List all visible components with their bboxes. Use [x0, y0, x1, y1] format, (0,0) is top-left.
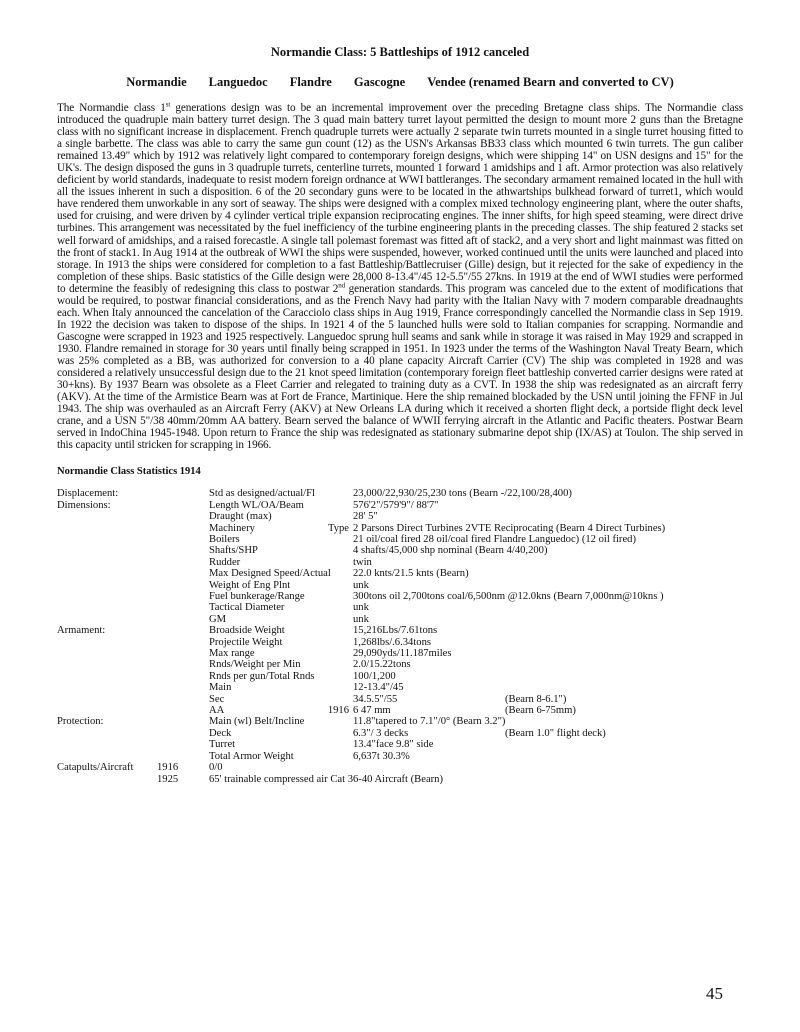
stats-label-group — [209, 671, 353, 682]
stats-label — [209, 762, 353, 773]
ship-name: Gascogne — [353, 75, 406, 89]
stats-table — [57, 488, 743, 785]
ship-name: Languedoc — [208, 75, 268, 89]
stats-value-group — [353, 625, 743, 636]
stats-year: 1916 — [157, 762, 179, 774]
stats-value-text: 2 Parsons Direct Turbines 2VTE Reciprocating (Bearn 4 Direct Turbines) — [353, 522, 666, 534]
stats-value-group — [353, 500, 743, 511]
stats-value-text: twin — [353, 556, 372, 568]
stats-label-text: 65' trainable compressed air Cat 36-40 Aircraft (Bearn) — [209, 773, 443, 785]
stats-value-text: 6 47 mm — [353, 705, 391, 717]
stats-value — [353, 671, 743, 682]
stats-label-text: Length WL/OA/Beam — [209, 499, 304, 511]
stats-row — [57, 739, 743, 750]
stats-value — [353, 488, 743, 499]
stats-label-group — [209, 716, 353, 727]
stats-row — [57, 602, 743, 613]
stats-value-group — [353, 534, 743, 545]
stats-value-group — [353, 523, 743, 534]
stats-label-text: Projectile Weight — [209, 636, 283, 648]
stats-value-text: 6,637t 30.3% — [353, 750, 410, 762]
stats-label — [209, 694, 353, 705]
stats-label-group — [209, 500, 353, 511]
stats-year — [157, 671, 209, 682]
stats-row — [57, 728, 743, 739]
stats-category — [57, 523, 157, 534]
stats-value-group — [353, 511, 743, 522]
stats-label-group — [209, 602, 353, 613]
stats-value — [353, 637, 743, 648]
stats-label — [209, 637, 353, 648]
stats-year — [157, 534, 209, 545]
stats-value — [353, 602, 743, 613]
stats-row — [57, 682, 743, 693]
stats-value-group — [353, 637, 743, 648]
stats-value-group — [353, 751, 743, 762]
stats-label-group — [209, 694, 353, 705]
stats-label — [209, 728, 353, 739]
stats-value-text: 23,000/22,930/25,230 tons (Bearn -/22,100/28,400) — [353, 488, 572, 500]
stats-year — [157, 614, 209, 625]
stats-label-text: Total Armor Weight — [209, 750, 294, 762]
stats-value-text: unk — [353, 579, 369, 591]
stats-value-group — [353, 694, 743, 705]
stats-value-note: (Bearn 6-75mm) — [505, 705, 576, 717]
stats-label — [209, 751, 353, 762]
stats-label-text: Sec — [209, 693, 225, 705]
stats-value-text: 6.3"/ 3 decks — [353, 727, 409, 739]
stats-label-text: Deck — [209, 727, 232, 739]
stats-value — [353, 648, 743, 659]
stats-label-text: Rudder — [209, 556, 241, 568]
body-paragraph — [57, 102, 743, 451]
stats-year — [157, 602, 209, 613]
stats-category — [57, 580, 157, 591]
stats-label-text: AA — [209, 705, 225, 717]
stats-label-extra: 1916 — [327, 705, 349, 717]
stats-label-text: Shafts/SHP — [209, 545, 258, 557]
stats-row — [57, 545, 743, 556]
stats-category — [57, 534, 157, 545]
stats-year — [157, 694, 209, 705]
stats-category: Protection: — [57, 716, 104, 728]
stats-label-text: Max range — [209, 648, 255, 660]
stats-value-note: (Bearn 8-6.1") — [505, 693, 567, 705]
stats-value — [353, 580, 743, 591]
stats-label-group — [209, 739, 353, 750]
stats-category — [57, 648, 157, 659]
stats-label-group — [209, 637, 353, 648]
stats-value — [353, 728, 743, 739]
stats-year — [157, 705, 209, 716]
stats-label-group — [209, 557, 353, 568]
stats-label-text: Main (wl) Belt/Incline — [209, 716, 305, 728]
stats-year — [157, 523, 209, 534]
stats-category — [57, 739, 157, 750]
stats-label — [209, 682, 353, 693]
stats-value-text: 28' 5" — [353, 511, 378, 523]
stats-year — [157, 659, 209, 670]
stats-label-group — [209, 568, 353, 579]
stats-category — [57, 728, 157, 739]
stats-value — [353, 751, 743, 762]
stats-value — [353, 694, 743, 705]
stats-year — [157, 625, 209, 636]
page-number: 45 — [706, 984, 723, 1003]
stats-label-group — [209, 774, 743, 785]
stats-label — [209, 523, 353, 534]
stats-category: Catapults/Aircraft — [57, 762, 134, 774]
stats-value — [353, 625, 743, 636]
stats-year: 1925 — [157, 773, 179, 785]
stats-value-group — [353, 728, 743, 739]
body-text-part: generations design was to be an incremental improvement over the preceding Bretagne class ships. The Normandie class introduced the quadruple main battery turret design. The 3 quad main battery turret layout permitted the design to mount more 2 guns than the Bretagne class with no significant increase in displacement. French quadruple turrets were actually 2 separate twin turrets mounted in a single turret housing fitted to a single barbette. The class was able to carry the same gun count (12) as the USN's Arkansas BB33 class which mounted 6 twin turrets. The gun caliber remained 13.49" which by 1912 was relatively light compared to contemporary foreign designs, which were shipping 14" on USN designs and 15" for the UK's. The design disposed the guns in 3 quadruple turrets, centerline turrets, mounted 1 forward 1 amidships and 1 aft. Armor protection was also relatively deficient by world standards, inadequate to resist modern foreign ordnance at WWI battleranges. The secondary armament remained located in the hull with all the issues inherent in such a disposition. 6 of the 20 secondary guns were to be located in the athwartships bulkhead forward of turret1, which would have rendered them unworkable in any sort of seaway. The ships were designed with a complex mixed technology engineering plant, where the outer shafts, used for cruising, and were driven by 4 cylinder vertical triple expansion reciprocating engines. The inner shifts, for high speed steaming, were direct drive turbines. This arrangement was necessitated by the fuel inefficiency of the turbine engineering plants in the preceding classes. The ship featured 2 stacks set well forward of amidships, and a raised forecastle. A single tall polemast foremast was fitted aft of stack2, and a very short and light mainmast was fitted on the front of stack1. In Aug 1914 at the outbreak of WWI the ships were suspended, however, worked continued until the units were launched and placed into storage. In 1913 the ships were considered for completion to a fast Battleship/Battlecruiser (Gille) design, but it rejected for the sake of expediency in the completion of these ships. Basic statistics of the Gille design were 28,000 8-13.4"/45 12-5.5"/55 27kns. In 1919 at the end of WWI studies were performed to determine the feasibly of redesigning this class to postwar 2 — [57, 102, 744, 295]
ship-name: Flandre — [289, 75, 332, 89]
stats-row — [57, 591, 743, 602]
stats-row — [57, 557, 743, 568]
stats-year — [157, 488, 209, 499]
stats-label — [209, 648, 353, 659]
stats-label — [209, 739, 353, 750]
stats-category — [57, 545, 157, 556]
stats-value — [353, 716, 743, 727]
stats-label — [209, 705, 353, 716]
stats-label-group — [209, 682, 353, 693]
ordinal-superscript: st — [165, 100, 171, 109]
stats-label-group — [209, 488, 353, 499]
stats-row — [57, 659, 743, 670]
stats-row — [57, 774, 743, 785]
stats-value — [353, 534, 743, 545]
stats-row — [57, 523, 743, 534]
stats-label — [209, 625, 353, 636]
stats-year — [157, 545, 209, 556]
stats-label — [209, 511, 353, 522]
stats-label — [209, 568, 353, 579]
stats-value — [353, 500, 743, 511]
ship-name-list — [57, 74, 743, 90]
stats-label — [209, 602, 353, 613]
stats-value-text: 100/1,200 — [353, 670, 396, 682]
stats-label-text: Main — [209, 682, 232, 694]
stats-value-group — [353, 614, 743, 625]
stats-year — [157, 500, 209, 511]
stats-label-text: Fuel bunkerage/Range — [209, 591, 305, 603]
stats-value — [353, 511, 743, 522]
stats-category — [57, 694, 157, 705]
stats-value-text: 4 shafts/45,000 shp nominal (Bearn 4/40,200) — [353, 545, 548, 557]
stats-category — [57, 671, 157, 682]
stats-value-note: (Bearn 1.0" flight deck) — [505, 727, 606, 739]
stats-row — [57, 511, 743, 522]
stats-label — [209, 774, 743, 785]
stats-year — [157, 682, 209, 693]
stats-year — [157, 739, 209, 750]
stats-value — [353, 739, 743, 750]
stats-value-text: 13.4"face 9.8" side — [353, 739, 434, 751]
ship-name: Vendee (renamed Bearn and converted to CV) — [427, 75, 674, 89]
stats-year — [157, 568, 209, 579]
stats-row — [57, 580, 743, 591]
stats-row — [57, 534, 743, 545]
stats-row — [57, 637, 743, 648]
stats-label-group — [209, 534, 353, 545]
stats-row — [57, 705, 743, 716]
stats-category — [57, 751, 157, 762]
stats-value-group — [353, 602, 743, 613]
stats-value — [353, 523, 743, 534]
stats-category: Dimensions: — [57, 499, 111, 511]
stats-value-text: unk — [353, 602, 369, 614]
stats-category — [57, 682, 157, 693]
stats-label — [209, 659, 353, 670]
stats-value-text: unk — [353, 613, 369, 625]
stats-value-group — [353, 671, 743, 682]
stats-value-text: 15,216Lbs/7.61tons — [353, 625, 438, 637]
stats-value-group — [353, 580, 743, 591]
stats-year — [157, 728, 209, 739]
stats-heading: Normandie Class Statistics 1914 — [57, 466, 201, 478]
stats-value-group — [353, 568, 743, 579]
stats-row — [57, 648, 743, 659]
stats-label-group — [209, 591, 353, 602]
stats-value — [353, 557, 743, 568]
ordinal-superscript: nd — [338, 280, 346, 289]
stats-label-text: Max Designed Speed/Actual — [209, 568, 331, 580]
stats-label-group — [209, 751, 353, 762]
stats-category — [57, 614, 157, 625]
stats-label-group — [209, 511, 353, 522]
ship-name: Normandie — [126, 75, 187, 89]
stats-category — [57, 568, 157, 579]
stats-label-extra: Type — [327, 522, 349, 534]
stats-label-group — [209, 659, 353, 670]
stats-category — [57, 637, 157, 648]
stats-value-text: 300tons oil 2,700tons coal/6,500nm @12.0kns (Bearn 7,000nm@10kns ) — [353, 591, 664, 603]
stats-year — [157, 751, 209, 762]
stats-value-group — [353, 705, 743, 716]
stats-label — [209, 716, 353, 727]
stats-year — [157, 557, 209, 568]
stats-value — [353, 705, 743, 716]
stats-year — [157, 648, 209, 659]
stats-year — [157, 637, 209, 648]
page-title: Normandie Class: 5 Battleships of 1912 canceled — [270, 45, 530, 59]
stats-value-text: 21 oil/coal fired 28 oil/coal fired Flandre Languedoc) (12 oil fired) — [353, 533, 636, 545]
stats-value-group — [353, 488, 743, 499]
stats-value-group — [353, 648, 743, 659]
stats-category — [57, 602, 157, 613]
stats-value — [353, 614, 743, 625]
stats-label-group — [209, 728, 353, 739]
stats-label-text: Rnds per gun/Total Rnds — [209, 670, 315, 682]
stats-label-group — [209, 545, 353, 556]
stats-label-group — [209, 648, 353, 659]
stats-value-group — [353, 682, 743, 693]
stats-label — [209, 534, 353, 545]
stats-row — [57, 751, 743, 762]
stats-category — [57, 591, 157, 602]
stats-label — [209, 591, 353, 602]
stats-row — [57, 614, 743, 625]
stats-value-text: 29,090yds/11.187miles — [353, 648, 452, 660]
stats-value — [353, 659, 743, 670]
stats-label-group — [209, 705, 353, 716]
stats-row — [57, 671, 743, 682]
stats-year — [157, 716, 209, 727]
body-text-part: generation standards. This program was canceled due to the extent of modifications that would be required, to postwar financial considerations, and as the French Navy had parity with the Italian Navy with 7 modern comparable dreadnaughts each. When Italy announced the cancelation of the Caracciolo class ships in Aug 1919, France correspondingly cancelled the Normandie class in Sep 1919. In 1922 the decision was taken to dispose of the ships. In 1921 4 of the 5 launched hulls were sold to Italian companies for scrapping. Normandie and Gascogne were scrapped in 1923 and 1925 respectively. Languedoc sprung hull seams and sank while in storage it was raised in May 1929 and scrapped in 1930. Flandre remained in storage for 30 years until finally being scrapped in 1951. In 1923 under the terms of the Washington Naval Treaty Bearn, which was 25% completed as a BB, was authorized for conversion to a 40 plane capacity Aircraft Carrier (CV) The ship was completed in 1928 and was considered a relatively unsuccessful design due to the 21 knot speed limitation (contemporary foreign fleet battleship converted carrier designs were rated at 30+kns). By 1937 Bearn was obsolete as a Fleet Carrier and relegated to training duty as a CVT. In 1938 the ship was redesignated as an aircraft ferry (AKV). At the time of the Armistice Bearn was at Fort de France, Martinique. Here the ship remained blockaded by the USN until joining the FFNF in Jul 1943. The ship was overhauled as an Aircraft Ferry (AKV) at New Orleans LA during which it received a shorten flight deck, a portside flight deck level crane, and a USN 5"/38 40mm/20mm AA battery. Bearn served the balance of WWII ferrying aircraft in the Atlantic and Pacific theaters. Postwar Bearn served in IndoChina 1945-1948. Upon return to France the ship was redesignated as stationary submarine depot ship (IX/AS) at Toulon. The ship served in this capacity until stricken for scrapping in 1966. — [57, 282, 743, 452]
stats-value-group — [353, 545, 743, 556]
stats-value — [353, 568, 743, 579]
body-text-part: The Normandie class 1 — [57, 102, 166, 114]
stats-row — [57, 762, 743, 773]
stats-category — [57, 705, 157, 716]
stats-label-group — [209, 523, 353, 534]
stats-label-text: Tactical Diameter — [209, 602, 285, 614]
stats-label-text: Broadside Weight — [209, 625, 285, 637]
stats-label-text: GM — [209, 613, 227, 625]
stats-label-text: Turret — [209, 739, 236, 751]
stats-value — [353, 545, 743, 556]
stats-year — [157, 591, 209, 602]
stats-label-text: 0/0 — [209, 762, 223, 774]
stats-row — [57, 568, 743, 579]
stats-value-text: 12-13.4"/45 — [353, 682, 404, 694]
stats-category — [57, 511, 157, 522]
stats-year — [157, 511, 209, 522]
stats-label — [209, 545, 353, 556]
document-page — [57, 40, 743, 785]
stats-label — [209, 488, 353, 499]
stats-label — [209, 614, 353, 625]
stats-label-text: Boilers — [209, 533, 240, 545]
stats-category: Displacement: — [57, 488, 119, 500]
stats-label-group — [209, 762, 353, 773]
stats-value — [353, 682, 743, 693]
stats-row — [57, 716, 743, 727]
stats-label-group — [209, 580, 353, 591]
stats-label — [209, 671, 353, 682]
stats-year — [157, 580, 209, 591]
stats-value-group — [353, 716, 743, 727]
stats-row — [57, 625, 743, 636]
stats-value-group — [353, 591, 743, 602]
stats-label-text: Machinery — [209, 522, 255, 534]
stats-label-group — [209, 614, 353, 625]
stats-row — [57, 694, 743, 705]
stats-label-text: Draught (max) — [209, 511, 272, 523]
stats-label — [209, 500, 353, 511]
stats-value-group — [353, 659, 743, 670]
stats-value-group — [353, 557, 743, 568]
stats-label-text: Weight of Eng Plnt — [209, 579, 291, 591]
stats-label — [209, 557, 353, 568]
stats-value-text: 11.8"tapered to 7.1"/0° (Bearn 3.2") — [353, 716, 506, 728]
stats-label — [209, 580, 353, 591]
stats-category — [57, 557, 157, 568]
stats-row — [57, 500, 743, 511]
stats-category: Armament: — [57, 625, 106, 637]
stats-category — [57, 659, 157, 670]
stats-value-text: 576'2"/579'9"/ 88'7" — [353, 499, 439, 511]
stats-row — [57, 488, 743, 499]
stats-value — [353, 591, 743, 602]
stats-value — [353, 762, 743, 773]
stats-value-text: 34.5.5"/55 — [353, 693, 398, 705]
stats-label-group — [209, 625, 353, 636]
stats-value-text: 1,268lbs/.6.34tons — [353, 636, 431, 648]
stats-label-text: Rnds/Weight per Min — [209, 659, 301, 671]
stats-value-group — [353, 739, 743, 750]
stats-value-text: 2.0/15.22tons — [353, 659, 411, 671]
stats-value-text: 22.0 knts/21.5 knts (Bearn) — [353, 568, 469, 580]
stats-label-text: Std as designed/actual/Fl — [209, 488, 315, 500]
stats-category — [57, 774, 157, 785]
